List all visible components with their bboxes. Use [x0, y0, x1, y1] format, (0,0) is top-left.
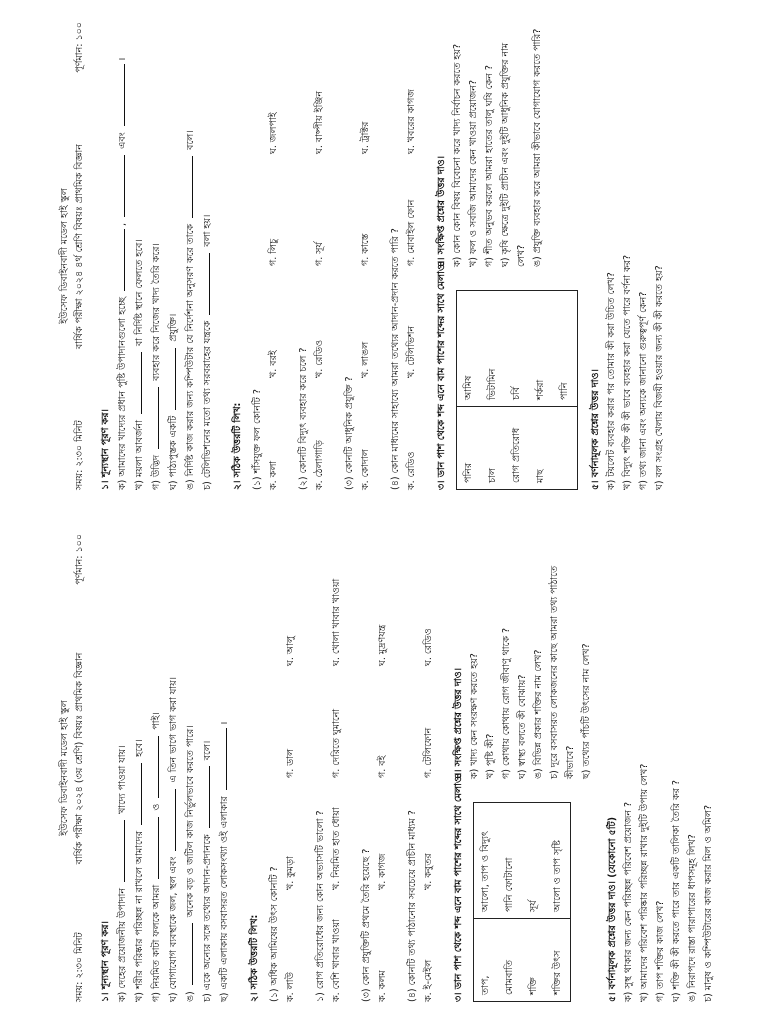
- short-question: ঘ) কৃষি ক্ষেত্রে দুইটি প্রাচীন এবং দুইটি আধুনিক প্রযুক্তির নাম লেখ?: [500, 42, 527, 267]
- fill-in-question: ঘ) পাঠ্যপুস্তক একটি প্রযুক্তি।: [165, 22, 182, 490]
- matching-row: [498, 803, 522, 1002]
- mcq-option: গ. মোবাইল ফোন: [406, 199, 417, 266]
- mcq-option: ক. কলম: [377, 970, 388, 1002]
- matching-table: [456, 290, 578, 490]
- mcq-question: [267, 534, 299, 1002]
- mcq-option: খ. কাগজ: [377, 853, 388, 890]
- mcq-option: ঘ. খবরের কাগজ: [406, 89, 417, 154]
- right-term: পানি: [553, 291, 578, 407]
- short-question: ক) খাদ্য কেন সংরক্ষণ করতে হয়?: [469, 653, 480, 779]
- descriptive-question: গ) তাপ শক্তির কাজ লেখ?: [655, 900, 666, 1002]
- mcq-options: [404, 22, 420, 490]
- mcq-options: [358, 22, 374, 490]
- short-question: খ) পুষ্টি কী?: [485, 733, 496, 779]
- full-marks: পূর্ণমান: ১০০: [74, 534, 85, 585]
- mcq-question: [250, 22, 282, 490]
- mcq-question: [313, 534, 345, 1002]
- mcq-option: ঘ. রেডিও: [423, 628, 434, 666]
- short-question: খ) ফল ও সবজি আমাদের কেন খাওয়া প্রয়োজন?: [468, 79, 479, 267]
- matching-section: [434, 260, 578, 490]
- descriptive-question: ঘ) বল সংগ্রহ খেলায় বিজয়ী হওয়ার জন্য কী কী করতে হয়?: [654, 265, 665, 490]
- answer-blank: [131, 763, 142, 825]
- left-term: মোমবাতি: [498, 919, 522, 1002]
- matching-row: [505, 291, 529, 490]
- left-term: পনির: [457, 407, 482, 490]
- answer-blank: [165, 789, 176, 851]
- mcq-options: [266, 22, 282, 490]
- answer-blank: [131, 352, 142, 414]
- exam-info-row: [72, 22, 88, 490]
- mcq-option: গ. সূর্য: [314, 241, 325, 266]
- descriptive-question: খ) আমাদের পরিবেশ পরিষ্কার পরিচ্ছন্ন রাখার দুইটি উপায় লেখ?: [639, 763, 650, 1002]
- left-term: মাছ: [529, 407, 553, 490]
- mcq-option: ক. বেশি খাবার খাওয়া: [331, 919, 342, 1002]
- mcq-option: গ. কাস্তে: [360, 233, 371, 266]
- matching-row: [546, 803, 571, 1002]
- exam-title: বার্ষিক পরীক্ষা ২০২৪ ৪র্থ শ্রেণি বিষয়ঃ প্রাথমিক বিজ্ঞান: [74, 144, 85, 349]
- descriptive-question: খ) বিদ্যুৎ শক্তি কী কী ভাবে ব্যবহার করা যেতে পারে বর্ণনা কর?: [622, 254, 633, 490]
- mcq-option: ঘ. মুদ্রণযন্ত্র: [377, 624, 388, 666]
- section-4-heading: ৪। সংক্ষিপ্ত প্রশ্নের উত্তর দাও।: [453, 667, 464, 779]
- answer-blank: [199, 253, 210, 315]
- mcq-options: [375, 534, 391, 1002]
- mcq-option: খ. বরই: [268, 350, 279, 378]
- matching-row: [553, 291, 578, 490]
- mcq-option: ঘ. ট্রাক্টর: [360, 121, 371, 154]
- left-term: তাপ,: [474, 919, 499, 1002]
- short-question: গ) শীত অনুভব করলে আমরা হাতের তালু ঘষি কেন ?: [484, 65, 495, 267]
- mcq-option: ক. ঠেলাগাড়ি: [314, 440, 325, 490]
- answer-blank: [148, 817, 159, 879]
- fill-in-question: গ) নিয়মিত কাটা ফলকে আমরা ও পাই।: [148, 534, 165, 1002]
- mcq-question: [342, 22, 374, 490]
- matching-table: [473, 802, 571, 1002]
- mcq-option: খ. টেলিভিশন: [406, 325, 417, 378]
- mcq-option: ঘ. আলু: [285, 635, 296, 666]
- mcq-option: ক. ই-মেইল: [423, 959, 434, 1002]
- descriptive-question: গ) তথ্য জানা এবং অন্যকে জানানো গুরুত্বপূর্ণ কেন?: [638, 291, 649, 490]
- mcq-option: ঘ. জলপাই: [268, 112, 279, 154]
- exam-title: বার্ষিক পরীক্ষা ২০২৪ (৩য় শ্রেণি) বিষয়ঃ প্রাথমিক বিজ্ঞান: [74, 652, 85, 865]
- fill-in-question: ক) আমাদের খাদ্যের প্রধান পুষ্টি উপাদানগুলো হচ্ছে , এবং ।: [114, 22, 131, 490]
- descriptive-question: ঘ) শক্তি কী কী করতে পারে তার একটি তালিকা তৈরি কর ?: [671, 780, 682, 1002]
- answer-blank: [216, 728, 227, 790]
- right-term: আলো ও তাপ সৃষ্টি: [546, 803, 571, 919]
- mcq-option: খ. লাঙল: [360, 341, 371, 378]
- mcq-option: খ. রেডিও: [314, 339, 325, 378]
- descriptive-question: ক) সুস্থ থাকার জন্য কেন পরিচ্ছন্ন পরিবেশ প্রয়োজন ?: [623, 801, 634, 1002]
- mcq-question-text: (২) কোনটি বিদ্যুৎ ব্যবহার করে চলে ?: [298, 347, 309, 490]
- fill-in-question: খ) ময়লা আবর্জনা বা নির্দিষ্ট স্থানে ফেলতে হবে।: [131, 22, 148, 490]
- left-term: শক্তির উৎস: [546, 919, 571, 1002]
- mcq-option: ক. কলা: [268, 460, 279, 490]
- mcq-question-text: (৪) কোনটি তথ্য পাঠানোর সবচেয়ে প্রাচীন মাধ্যম ?: [407, 810, 418, 1002]
- matching-and-short-section: [451, 534, 595, 1002]
- mcq-option: গ. দেরিতে ঘুমানো: [331, 708, 342, 778]
- mcq-options: [312, 22, 328, 490]
- mcq-option: খ. কবুতর: [423, 853, 434, 890]
- short-question: ঙ) প্রযুক্তি ব্যবহার করে আমরা কীভাবে যোগাযোগ করতে পারি?: [532, 28, 543, 267]
- answer-blank: [148, 387, 159, 449]
- section-3-heading: ৩। ডান পাশ থেকে শব্দ এনে বাম পাশের শব্দের সাথে মেলাও।: [453, 772, 464, 1002]
- mcq-question: [388, 22, 420, 490]
- answer-blank: [114, 229, 125, 291]
- mcq-option: খ. কুমড়া: [285, 856, 296, 890]
- exam-time: সময়: ২:৩০ মিনিট: [74, 420, 85, 490]
- right-term: পানি ফোটানো: [498, 803, 522, 919]
- matching-row: [474, 803, 499, 1002]
- short-question: ঘ) স্বাস্থ্য বলতে কী বোঝায়?: [517, 674, 528, 779]
- mcq-option: খ. নিয়মিত হাত ধোয়া: [331, 807, 342, 890]
- descriptive-question: ক) টয়লেট ব্যবহার করার পর তোমার কী করা উচিত লেখ?: [606, 272, 617, 490]
- section-2-heading: ২। সঠিক উত্তরটি লিখ:: [232, 402, 243, 490]
- right-term: চর্বি: [505, 291, 529, 407]
- short-question: ক) কোন কোন বিষয় বিবেচনা করে খাদ্য নির্বাচন করতে হয়?: [452, 44, 463, 267]
- matching-section: [451, 772, 595, 1002]
- fill-in-question: ঙ) নির্দিষ্ট কাজ করার জন্য কম্পিউটার যে নির্দেশনা অনুসরণ করে তাকে বলে।: [182, 22, 199, 490]
- fill-in-question: চ) একে অন্যের সঙ্গে তথ্যের আদান-প্রদানকে বলে।: [199, 534, 216, 1002]
- right-term: ভিটামিন: [481, 291, 505, 407]
- right-term: আলো, তাপ ও বিদ্যুৎ: [474, 803, 499, 919]
- exam-time: সময়: ২:৩০ মিনিট: [74, 932, 85, 1002]
- full-marks: পূর্ণমান: ১০০: [74, 22, 85, 73]
- section-1-heading: ১। শূন্যস্থান পূরণ কর।: [100, 409, 111, 490]
- short-question: ঙ) বিভিন্ন প্রকার শক্তির নাম লেখ?: [533, 649, 544, 779]
- school-name: ইউসেফ ডিবাইনবাদী মডেল হাই স্কুল: [59, 188, 70, 324]
- section-2-heading: ২। সঠিক উত্তরটি লিখ:: [249, 914, 260, 1002]
- mcq-options: [329, 534, 345, 1002]
- mcq-option: ঘ. বাষ্পীয় ইঞ্জিন: [314, 90, 325, 154]
- short-answer-section: [434, 22, 578, 275]
- fill-in-question: গ) উদ্ভিদ ব্যবহার করে নিজের খাদ্য তৈরি করে।: [148, 22, 165, 490]
- descriptive-question: চ) মানুষ ও কম্পিউটারের কাজ করার মিল ও অমিল?: [703, 804, 714, 1002]
- section-5-heading: ৫। বর্ণনামূলক প্রশ্নের উত্তর দাও।: [590, 369, 601, 490]
- left-term: চাল: [481, 407, 505, 490]
- descriptive-question: ঙ) নিরাপদে রাস্তা পারাপারের ধাপসমূহ লিখ?: [687, 834, 698, 1002]
- exam-info-row: [72, 534, 88, 1002]
- mcq-option: ঘ. খোলা খাবার খাওয়া: [331, 578, 342, 666]
- mcq-options: [421, 534, 437, 1002]
- left-term: [553, 407, 578, 490]
- section-3-heading: ৩। ডান পাশ থেকে শব্দ এনে বাম পাশের শব্দের সাথে মেলাও।: [436, 260, 447, 490]
- mcq-question-text: (৩) কোন প্রযুক্তিটি প্রথমে তৈরি হয়েছে ?: [361, 848, 372, 1002]
- exam-copy-grade-3: [0, 512, 768, 1024]
- mcq-question-text: (১) অধিক আমিষের উৎস কোনটি ?: [269, 866, 280, 1002]
- answer-blank: [182, 923, 193, 985]
- mcq-option: ক. রেডিও: [406, 451, 417, 490]
- mcq-option: গ. বই: [377, 755, 388, 778]
- matching-and-short-section: [434, 22, 578, 490]
- mcq-question-text: ১) রোগ প্রতিরোধের জন্য কোন অভ্যাসটি ভালো ?: [315, 810, 326, 1002]
- left-term: শক্তি: [522, 919, 546, 1002]
- matching-row: [457, 291, 482, 490]
- left-term: রোগ প্রতিরোধ: [505, 407, 529, 490]
- mcq-question: [405, 534, 437, 1002]
- fill-in-question: ঘ) যোগাযোগ ব্যবস্থাকে জল, স্থল এবং এ তিন ভাগে ভাগ করা যায়।: [165, 534, 182, 1002]
- right-term: সূর্য: [522, 803, 546, 919]
- section-5-heading: ৫। বর্ণনামূলক প্রশ্নের উত্তর দাও। (যেকোনো ৫টি): [607, 816, 618, 1002]
- mcq-option: গ. লিচু: [268, 238, 279, 266]
- fill-in-question: চ) টেলিভিশনের মতো তথ্য সরবরাহের যন্ত্রকে বলা হয়।: [199, 22, 216, 490]
- mcq-question-text: (৪) কোন মাধ্যমের সাহায্যে আমরা তথ্যের আদান-প্রদান করতে পারি ?: [390, 228, 401, 490]
- matching-row: [481, 291, 505, 490]
- answer-blank: [182, 156, 193, 218]
- short-question: গ) কোথায় কোথায় রোগ জীবাণু থাকে ?: [501, 627, 512, 779]
- fill-in-question: ঙ) অনেক বড় ও জটিল কাজ নির্ভুলভাবে করতে পারে।: [182, 534, 199, 1002]
- right-term: শর্করা: [529, 291, 553, 407]
- mcq-question: [296, 22, 328, 490]
- school-name: ইউসেফ ডিবাইনবাদী মডেল হাই স্কুল: [59, 700, 70, 836]
- answer-blank: [199, 766, 210, 828]
- mcq-option: গ. ডাল: [285, 748, 296, 778]
- mcq-option: ক. লাউ: [285, 972, 296, 1002]
- matching-row: [529, 291, 553, 490]
- short-answer-section: [451, 534, 595, 787]
- answer-blank: [148, 736, 159, 798]
- answer-blank: [114, 64, 125, 126]
- fill-in-question: ছ) একটি এলাকায় বসবাসরত লোকসংখ্যা ওই এলাকার ।: [216, 534, 233, 1002]
- answer-blank: [165, 348, 176, 410]
- mcq-option: ক. কোদাল: [360, 449, 371, 490]
- fill-in-question: ক) দেহের প্রয়োজনীয় উপাদান খাদ্যে পাওয়া যায়।: [114, 534, 131, 1002]
- mcq-question-text: (৩) কোনটি আধুনিক প্রযুক্তি ?: [344, 376, 355, 490]
- mcq-question: [359, 534, 391, 1002]
- answer-blank: [114, 820, 125, 882]
- mcq-options: [283, 534, 299, 1002]
- short-question: ছ) তথ্যের পাঁচটি উৎসের নাম লেখ?: [581, 643, 592, 779]
- section-4-heading: ৪। সংক্ষিপ্ত প্রশ্নের উত্তর দাও।: [436, 155, 447, 267]
- short-question: চ) দূরে বসবাসরত লোকজনের কাছে আমরা তথ্য পাঠাতে কীভাবে?: [549, 565, 576, 779]
- right-term: আমিষ: [457, 291, 482, 407]
- fill-in-question: খ) শরীর পরিষ্কার পরিচ্ছন্ন না রাখলে আমাদের হবে।: [131, 534, 148, 1002]
- mcq-question-text: (১) শাঁসযুক্ত ফল কোনটি ?: [252, 389, 263, 490]
- mcq-option: গ. টেলিফোন: [423, 727, 434, 778]
- section-1-heading: ১। শূন্যস্থান পূরণ কর।: [100, 921, 111, 1002]
- answer-blank: [114, 155, 125, 217]
- matching-row: [522, 803, 546, 1002]
